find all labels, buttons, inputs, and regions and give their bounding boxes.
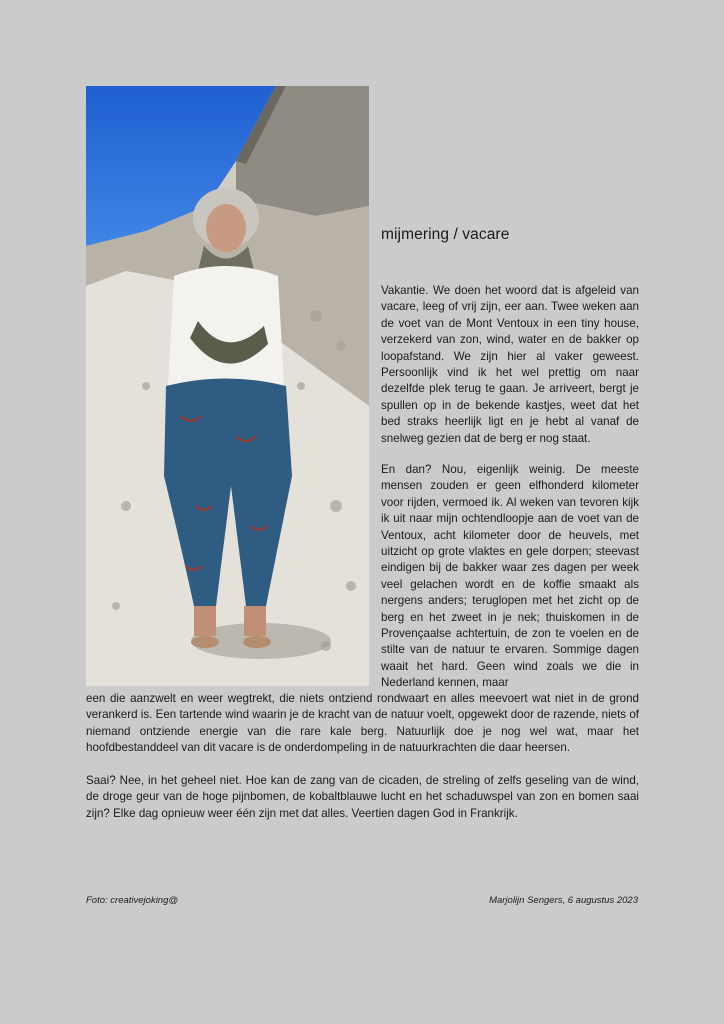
paragraph-en-dan-column: En dan? Nou, eigenlijk weinig. De meeste mensen zouden er geen elfhonderd kilometer voor rijden, vermoed ik. Al weken van tevoren kijk ik uit naar mijn ochtendloopje aan de voet van de Ventoux, acht kilometer door de heuvels, met uitzicht op grote vlaktes en gele dorpen; steevast eindigen bij de bakker waar zes dagen per week veel gelachen wordt en de koffie smaakt als nergens anders; teruglopen met het zicht op de berg en het zweet in je nek; thuiskomen in de Provençaalse achtertuin, de zon te voelen en de stilte van de natuur te ervaren. Sommige dagen waait het hard. Geen wind zoals we die in Nederland kennen, maar [381,463,639,690]
author-date: Marjolijn Sengers, 6 augustus 2023 [489,895,638,906]
paragraph-en-dan-continued: een die aanzwelt en weer wegtrekt, die niets ontziend rondwaart en alles meevoert wat niet in de grond verankerd is. Een tartende wind waarin je de kracht van de natuur voelt, opgewekt door de razende, niets of niemand ontziende energie van die rare kale berg. Natuurlijk doe je nog wel wat, maar het hoofdbestanddeel van dit vacare is de onderdompeling in de natuurkrachten die daar heersen. [86,692,639,755]
paragraph-vakantie: Vakantie. We doen het woord dat is afgeleid van vacare, leeg of vrij zijn, eer aan. Twee weken aan de voet van de Mont Ventoux in een tiny house, verzekerd van zon, wind, water en de bakker op loopafstand. We zijn hier al vaker geweest. Persoonlijk vind ik het wel prettig om naar dezelfde plek terug te gaan. Je arriveert, bergt je spullen op in de bekende kastjes, weet dat het bed straks heerlijk ligt en je hebt al vanaf de snelweg gezien dat de berg er nog staat. [381,284,639,445]
paragraph-saai: Saai? Nee, in het geheel niet. Hoe kan de zang van de cicaden, de streling of zelfs geseling van de wind, de droge geur van de hoge pijnbomen, de kobaltblauwe lucht en het schaduwspel van zon en bomen saai zijn? Elke dag opnieuw weer één zijn met dat alles. Veertien dagen God in Frankrijk. [86,774,639,820]
photo-credit: Foto: creativejoking@ [86,895,179,906]
page-title: mijmering / vacare [381,226,510,243]
photo [86,86,369,686]
photo-illustration [86,86,369,686]
